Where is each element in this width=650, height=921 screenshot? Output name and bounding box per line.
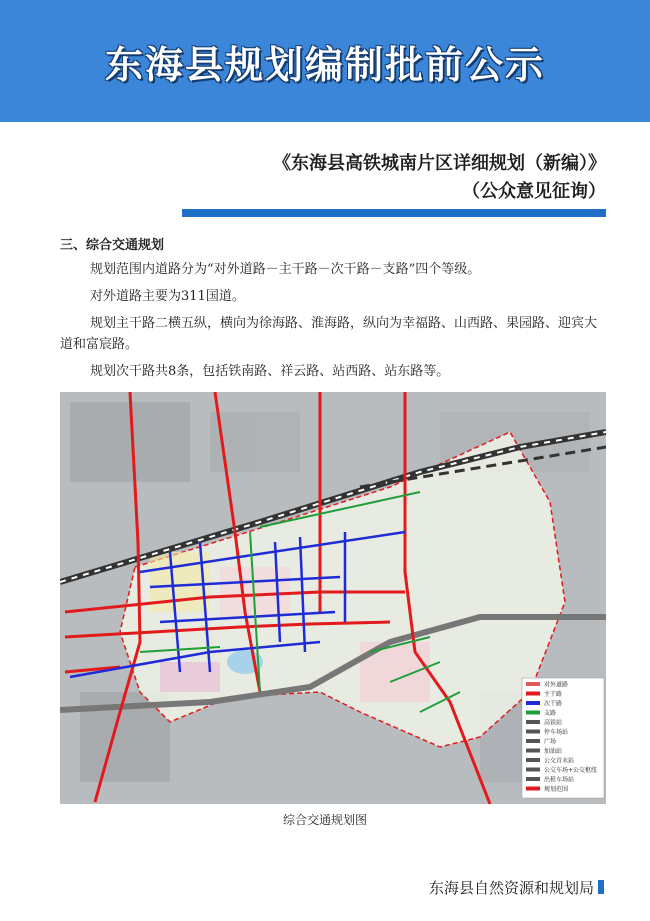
legend-swatch [526, 720, 540, 724]
legend-swatch [526, 777, 540, 781]
document-subtitle [273, 150, 606, 206]
map-legend [522, 678, 604, 798]
subtitle-line-2: （公众意见征询） [462, 181, 606, 202]
paragraph-road-levels: 规划范围内道路分为“对外道路－主干路－次干路－支路”四个等级。 [90, 262, 481, 277]
traffic-plan-map [60, 392, 606, 804]
legend-label: 支路 [544, 710, 557, 717]
zone-public [160, 662, 220, 692]
section-heading: 三、综合交通规划 [60, 238, 165, 253]
map-caption: 综合交通规划图 [282, 813, 367, 827]
legend-swatch [526, 692, 540, 696]
blue-divider [182, 209, 606, 217]
legend-swatch [526, 730, 540, 734]
legend-label: 对外道路 [544, 681, 569, 689]
footer-organization: 东海县自然资源和规划局 [428, 879, 594, 897]
legend-swatch [526, 739, 540, 743]
transport-section [60, 234, 600, 388]
paragraph-secondary-roads: 规划次干路共8条，包括铁南路、祥云路、站西路、站东路等。 [90, 364, 450, 379]
paragraph-major-roads: 规划主干路二横五纵，横向为徐海路、淮海路，纵向为幸福路、山西路、果园路、迎宾大道和富宸路。 [60, 316, 598, 352]
legend-label: 主干路 [544, 691, 563, 698]
legend-label: 规划范围 [544, 786, 569, 793]
legend-swatch [526, 682, 540, 686]
legend-label: 高铁站 [544, 719, 563, 727]
legend-swatch [526, 758, 540, 762]
page-title: 东海县规划编制批前公示 [104, 43, 545, 87]
legend-label: 次干路 [544, 700, 563, 708]
map-svg [60, 392, 606, 804]
legend-swatch [526, 711, 540, 715]
paragraph-external-road: 对外道路主要为311国道。 [90, 289, 245, 304]
legend-label: 公交车场+公交枢纽 [544, 767, 598, 774]
header-banner [0, 0, 650, 122]
legend-label: 停车场站 [544, 729, 569, 736]
footer-mark [598, 880, 604, 894]
legend-swatch [526, 701, 540, 705]
legend-swatch [526, 768, 540, 772]
legend-label: 公交首末站 [544, 757, 575, 765]
legend-label: 出租车场站 [544, 776, 575, 784]
legend-label: 广场 [544, 738, 557, 746]
subtitle-line-1: 《东海县高铁城南片区详细规划（新编）》 [273, 153, 606, 174]
legend-swatch [526, 749, 540, 753]
legend-label: 加油站 [544, 748, 563, 755]
legend-swatch [526, 787, 540, 791]
